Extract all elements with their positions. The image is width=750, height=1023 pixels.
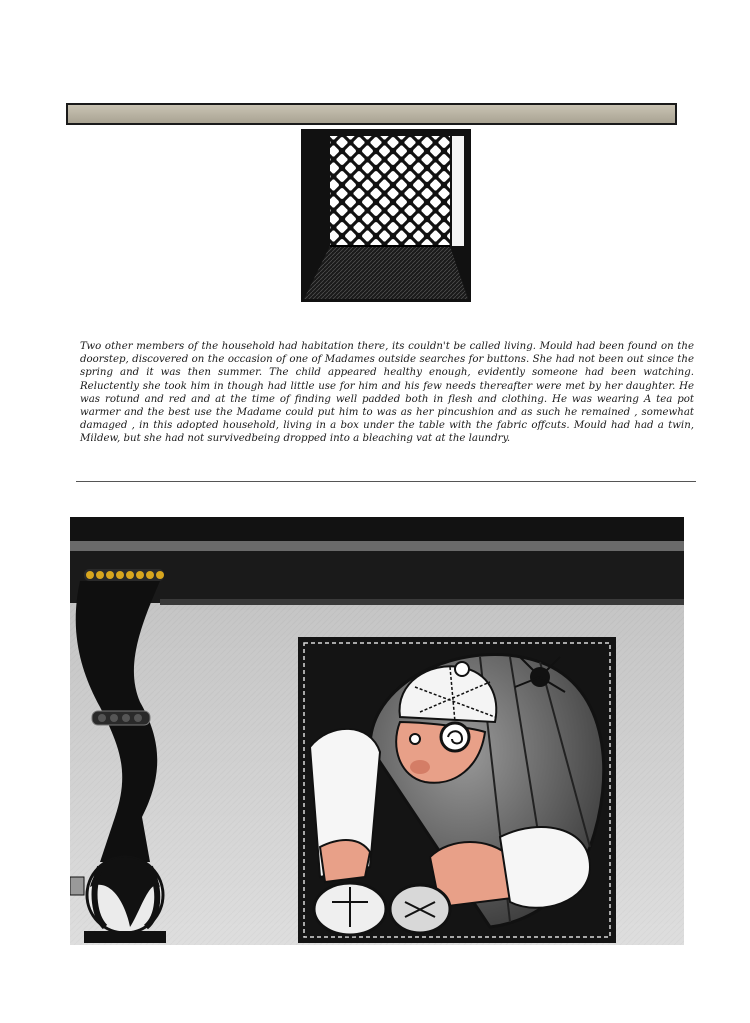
lattice-window [301,129,471,302]
lattice-window-drawing [304,132,468,299]
divider-line [76,481,696,482]
table-scene-drawing [70,517,684,945]
story-paragraph: Two other members of the household had habitation there, its couldn't be called living. Mould had been found on the doorstep, discovered on the occasion of one of Madames outside searches for buttons. She had not been out since the spring and it was then summer. The child appeared healthy enough, evidently someone had been watching. Reluctently she took him in though had little use for him and his few needs thereafter were met by her daughter. He was rotund and red and at the time of finding well padded both in flesh and clothing. He was wearing A tea pot warmer and the best use the Madame could put him to was as her pincushion and as such he remained , somewhat damaged , in this adopted household, living in a box under the table with the fabric offcuts. Mould had had a twin, Mildew, but she had not survivedbeing dropped into a bleaching vat at the laundry. [80,341,694,445]
shelf-bar [66,103,677,125]
table-illustration [70,517,684,945]
